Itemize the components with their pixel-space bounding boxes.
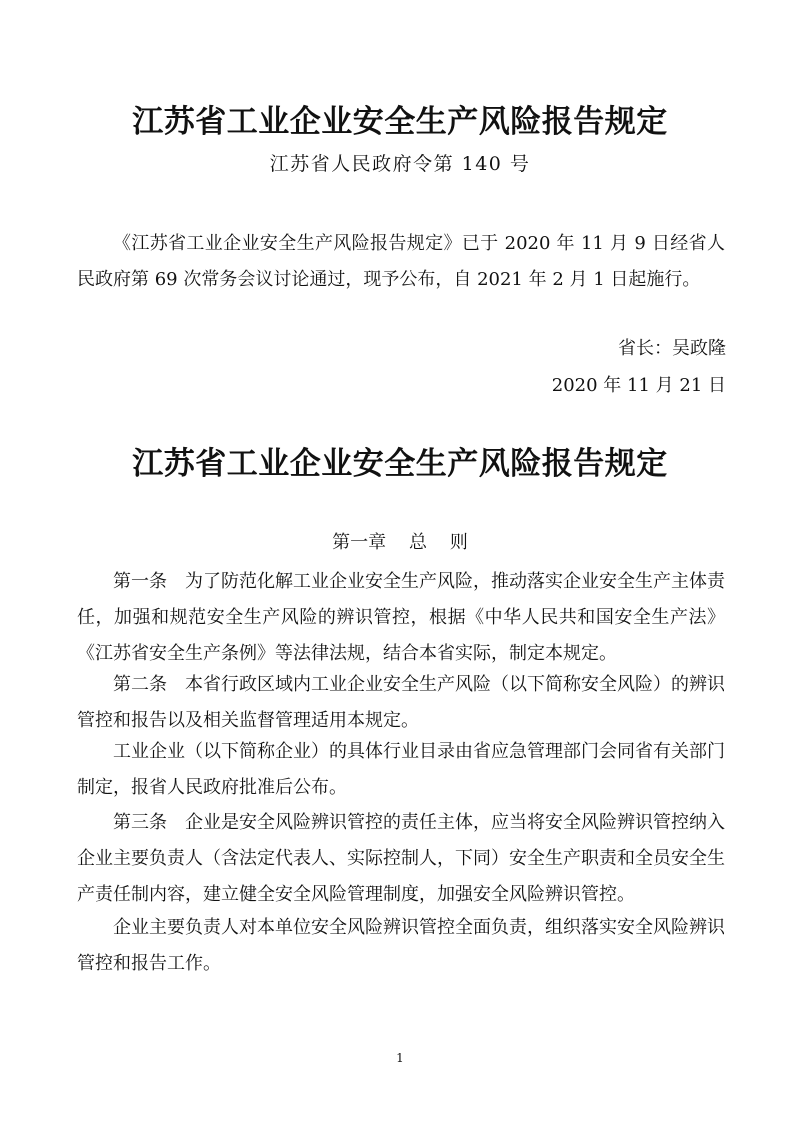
chapter-heading: 第一章 总 则 — [332, 532, 468, 553]
article-text: 为了防范化解工业企业安全生产风险，推动落实企业安全生产主体责任，加强和规范安全生产风险的辨识管控，根据《中华人民共和国安全生产法》《江苏省安全生产条例》等法律法规，结合本省实际，制定本规定。 — [77, 571, 725, 664]
article-2 — [77, 667, 725, 739]
article-number: 第二条 — [113, 674, 167, 695]
page-number: 1 — [396, 1051, 404, 1065]
article-number: 第一条 — [113, 571, 167, 592]
article-text: 企业主要负责人对本单位安全风险辨识管控全面负责，组织落实安全风险辨识管控和报告工作。 — [77, 917, 725, 974]
article-1 — [77, 564, 725, 672]
article-text: 企业是安全风险辨识管控的责任主体，应当将安全风险辨识管控纳入企业主要负责人（含法定代表人、实际控制人，下同）安全生产职责和全员安全生产责任制内容，建立健全安全风险管理制度，加强安全风险辨识管控。 — [77, 812, 725, 905]
article-text: 工业企业（以下简称企业）的具体行业目录由省应急管理部门会同省有关部门制定，报省人民政府批准后公布。 — [77, 741, 725, 798]
article-number: 第三条 — [113, 812, 167, 833]
signer: 省长：吴政隆 — [618, 338, 726, 359]
article-2-paragraph-2 — [77, 734, 725, 806]
document-title: 江苏省工业企业安全生产风险报告规定 — [132, 104, 668, 140]
promulgation-paragraph: 《江苏省工业企业安全生产风险报告规定》已于 2020 年 11 月 9 日经省人民政府第 69 次常务会议讨论通过，现予公布，自 2021 年 2 月 1 日起施行。 — [77, 233, 725, 290]
article-3 — [77, 805, 725, 913]
article-text: 本省行政区域内工业企业安全生产风险（以下简称安全风险）的辨识管控和报告以及相关监督管理适用本规定。 — [77, 674, 725, 731]
article-3-paragraph-2 — [77, 910, 725, 982]
regulation-title: 江苏省工业企业安全生产风险报告规定 — [132, 446, 668, 482]
decree-number: 江苏省人民政府令第 140 号 — [269, 153, 531, 175]
signing-date: 2020 年 11 月 21 日 — [551, 375, 726, 396]
